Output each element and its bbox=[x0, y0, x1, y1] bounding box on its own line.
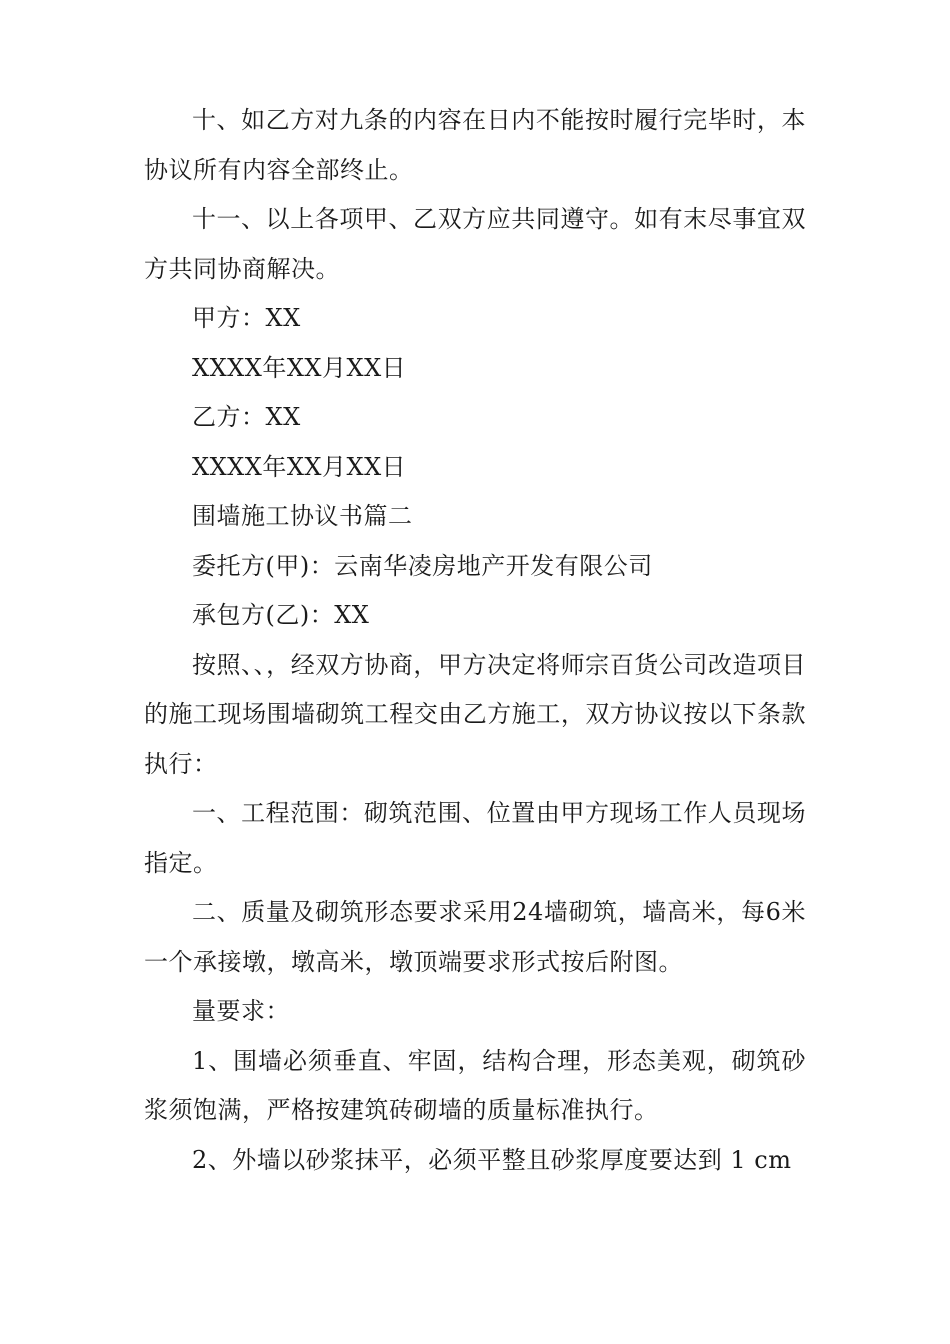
party-a-date: XXXX年XX月XX日 bbox=[192, 353, 407, 382]
contractor-party: 承包方(乙)：XX bbox=[192, 601, 370, 629]
client-party: 委托方(甲)：云南华凌房地产开发有限公司 bbox=[192, 551, 653, 580]
paragraph-preamble: 按照、、，经双方协商，甲方决定将师宗百货公司改造项目的施工现场围墙砌筑工程交由乙方施工，双方协议按以下条款执行： bbox=[144, 650, 806, 778]
paragraph-scope: 一、工程范围：砌筑范围、位置由甲方现场工作人员现场指定。 bbox=[144, 799, 806, 877]
document-body bbox=[144, 96, 806, 1185]
paragraph-quality-heading: 量要求： bbox=[192, 997, 290, 1025]
section-title: 围墙施工协议书篇二 bbox=[192, 502, 413, 530]
party-b-date: XXXX年XX月XX日 bbox=[192, 452, 407, 481]
paragraph-requirement-1: 1、围墙必须垂直、牢固，结构合理，形态美观，砌筑砂浆须饱满，严格按建筑砖砌墙的质量标准执行。 bbox=[144, 1046, 806, 1124]
paragraph-clause-10: 十、如乙方对九条的内容在日内不能按时履行完毕时，本协议所有内容全部终止。 bbox=[144, 106, 806, 184]
paragraph-quality-form: 二、质量及砌筑形态要求采用24墙砌筑，墙高米，每6米一个承接墩，墩高米，墩顶端要求形式按后附图。 bbox=[144, 898, 806, 976]
paragraph-clause-11: 十一、以上各项甲、乙双方应共同遵守。如有末尽事宜双方共同协商解决。 bbox=[144, 205, 806, 283]
party-a-signature: 甲方：XX bbox=[192, 304, 301, 332]
party-b-signature: 乙方：XX bbox=[192, 403, 301, 431]
paragraph-requirement-2: 2、外墙以砂浆抹平，必须平整且砂浆厚度要达到 1 cm bbox=[192, 1145, 792, 1174]
